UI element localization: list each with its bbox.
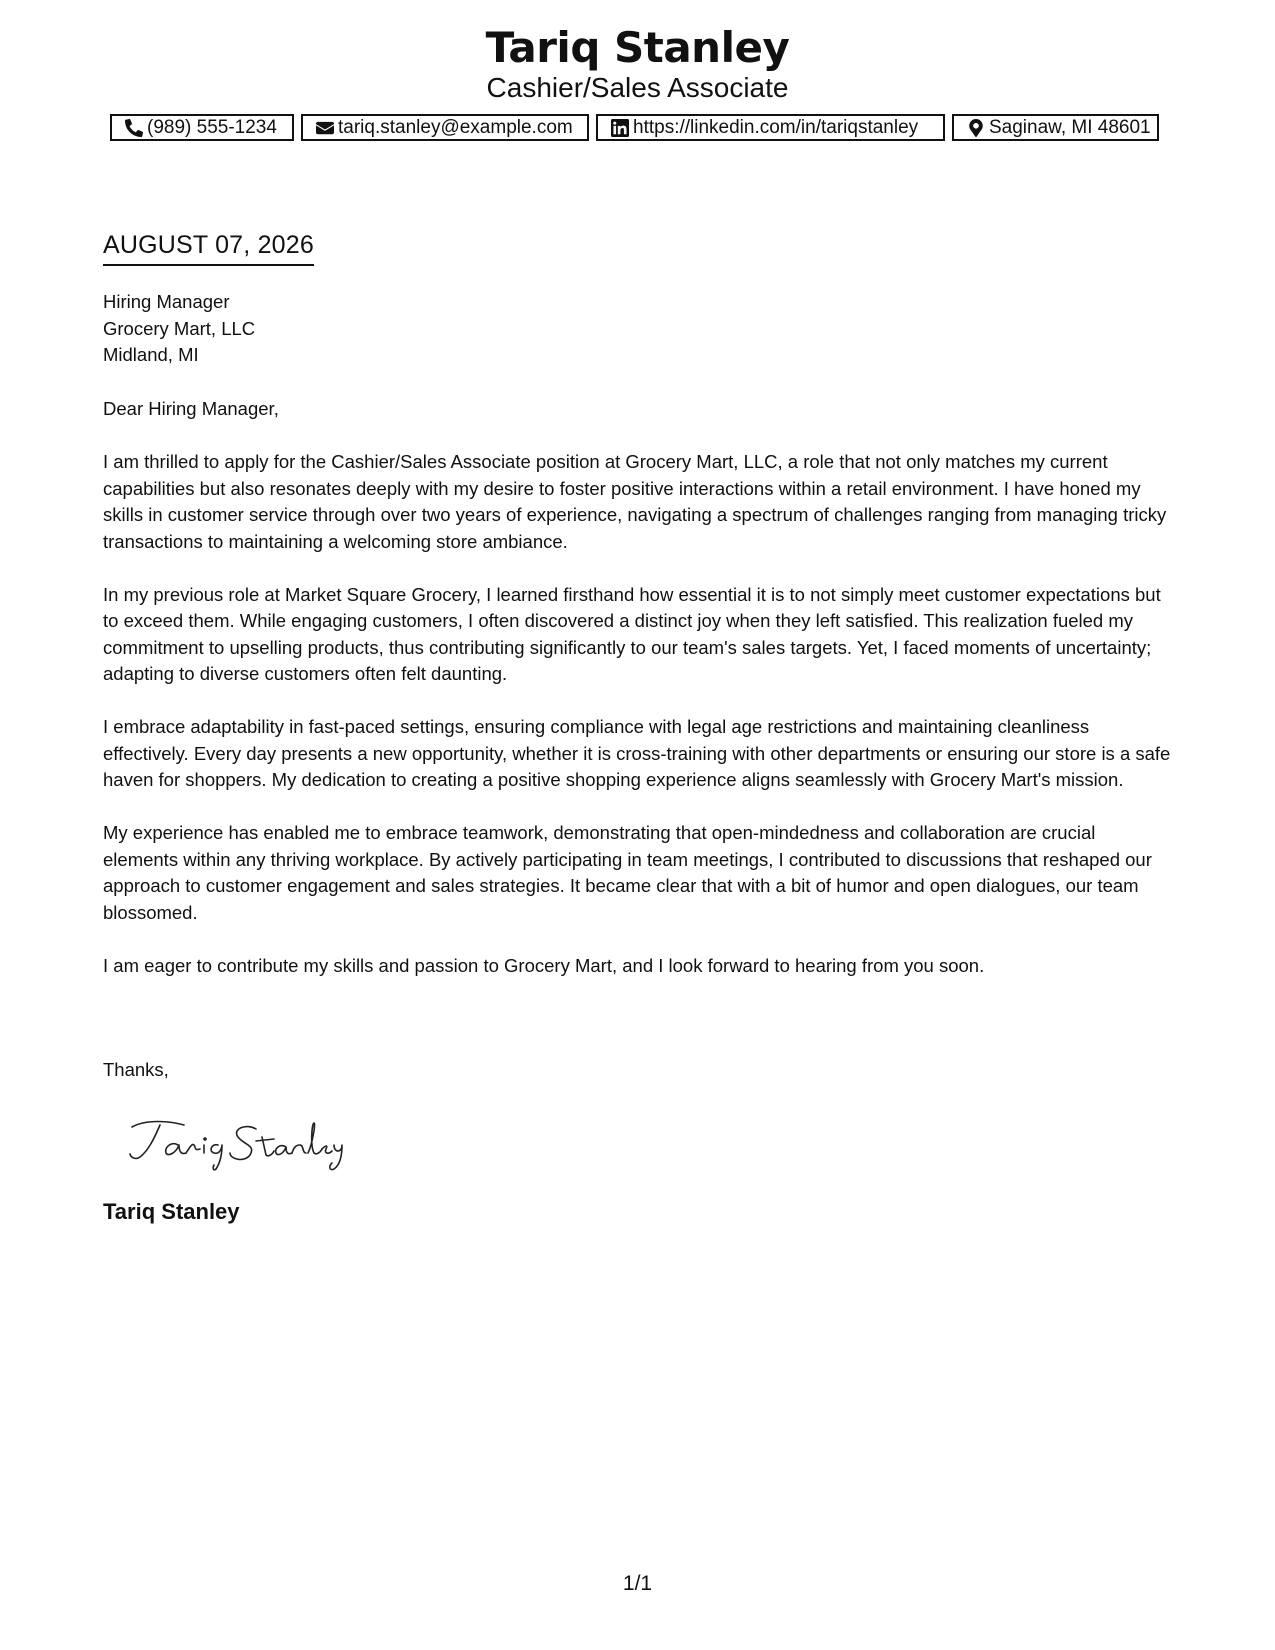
applicant-name: Tariq Stanley [485, 23, 790, 72]
envelope-icon [316, 119, 334, 137]
letter-body [103, 396, 1175, 1006]
map-marker-icon [967, 119, 985, 137]
recipient-line: Grocery Mart, LLC [103, 317, 256, 339]
body-paragraph: I am eager to contribute my skills and passion to Grocery Mart, and I look forward to hearing from you soon. [103, 954, 985, 976]
contact-phone-text: (989) 555-1234 [147, 117, 277, 138]
contact-email-text: tariq.stanley@example.com [338, 117, 573, 138]
signer-name: Tariq Stanley [103, 1199, 240, 1224]
body-paragraph: I embrace adaptability in fast-paced settings, ensuring compliance with legal age restrictions and maintaining cleanliness effectively. Every day presents a new opportunity, whether it is cross-training with other departments or ensuring our store is a safe haven for shoppers. My dedication to creating a positive shopping experience aligns seamlessly with Grocery Mart's mission. [103, 716, 1171, 790]
body-paragraph: I am thrilled to apply for the Cashier/Sales Associate position at Grocery Mart, LLC, a role that not only matches my current capabilities but also resonates deeply with my desire to foster positive interactions within a retail environment. I have honed my skills in customer service through over two years of experience, navigating a spectrum of challenges ranging from managing tricky transactions to maintaining a welcoming store ambiance. [103, 451, 1167, 552]
body-paragraph: In my previous role at Market Square Grocery, I learned firsthand how essential it is to not simply meet customer expectations but to exceed them. While engaging customers, I often discovered a distinct joy when they left satisfied. This realization fueled my commitment to upselling products, thus contributing significantly to our team's sales targets. Yet, I faced moments of uncertainty; adapting to diverse customers often felt daunting. [103, 583, 1161, 684]
recipient-line: Hiring Manager [103, 291, 230, 312]
contact-bar [110, 114, 1159, 141]
body-paragraph: My experience has enabled me to embrace teamwork, demonstrating that open-mindedness and collaboration are crucial elements within any thriving workplace. By actively participating in team meetings, I contributed to discussions that reshaped our approach to customer engagement and sales strategies. It became clear that with a bit of humor and open dialogues, our team blossomed. [103, 822, 1152, 923]
letter-header [0, 22, 1275, 105]
contact-phone[interactable] [110, 114, 294, 141]
letter-date: AUGUST 07, 2026 [103, 228, 314, 266]
applicant-title: Cashier/Sales Associate [486, 72, 789, 103]
salutation: Dear Hiring Manager, [103, 398, 279, 419]
contact-email[interactable] [301, 114, 589, 141]
handwritten-signature [126, 1115, 346, 1178]
recipient-block [103, 289, 255, 369]
contact-location-text: Saginaw, MI 48601 [989, 117, 1151, 138]
contact-location[interactable] [952, 114, 1159, 141]
linkedin-icon [611, 119, 629, 137]
page-indicator: 1/1 [622, 1572, 653, 1595]
contact-linkedin[interactable] [596, 114, 945, 141]
phone-icon [125, 119, 143, 137]
closing: Thanks, [103, 1059, 169, 1080]
recipient-line: Midland, MI [103, 344, 199, 365]
contact-linkedin-text: https://linkedin.com/in/tariqstanley [633, 117, 919, 138]
